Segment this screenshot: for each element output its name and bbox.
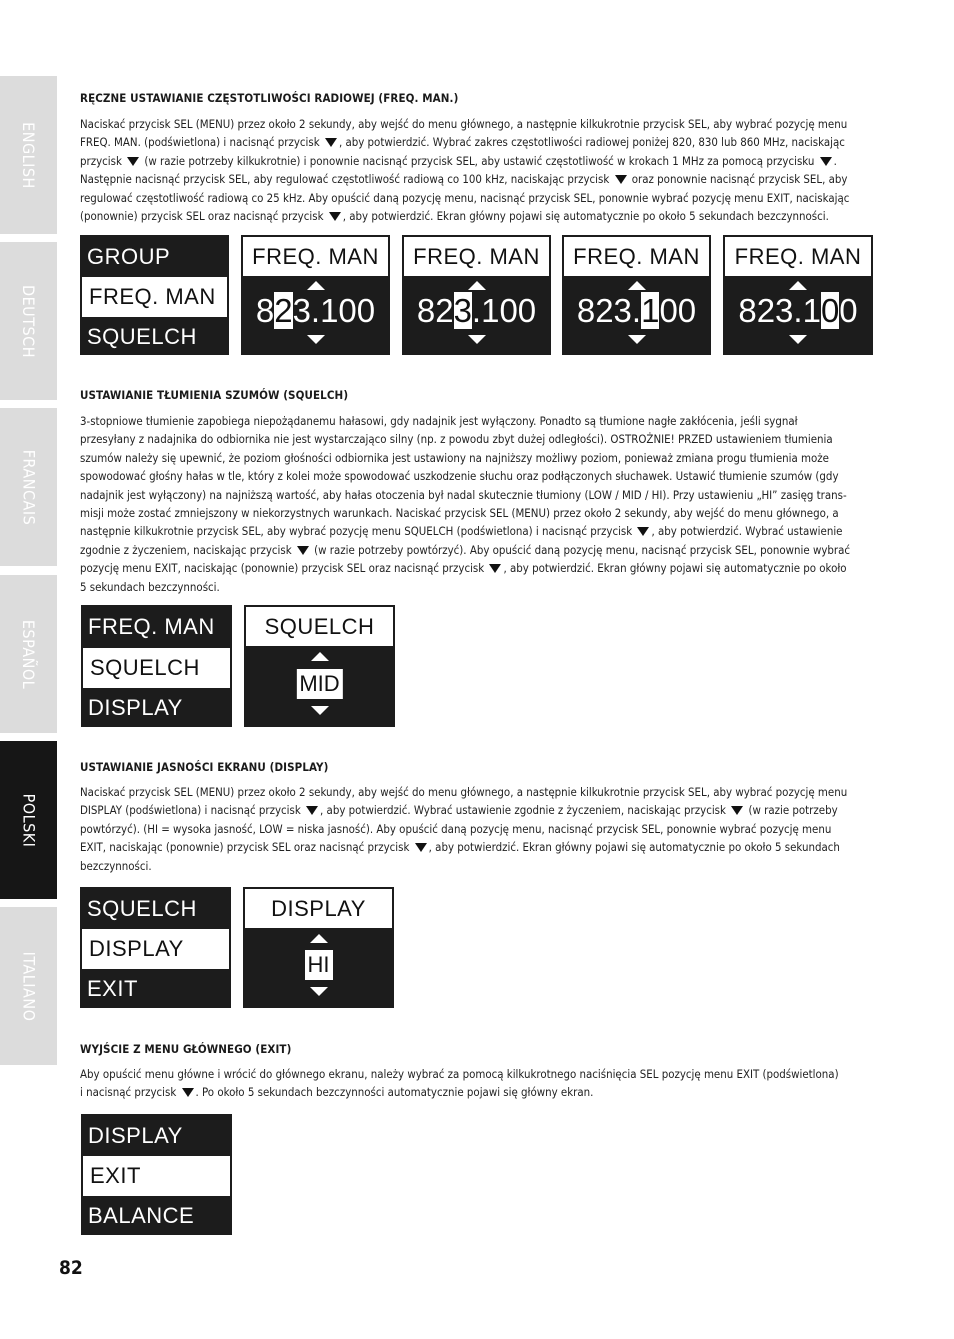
value-part: 3.100 (292, 292, 376, 329)
down-triangle-icon (329, 212, 341, 221)
down-arrow-icon (468, 335, 486, 344)
down-arrow-icon (789, 335, 807, 344)
display-header: SQUELCH (246, 607, 393, 646)
text-line: EXIT, naciskając (ponownie) przycisk SEL oraz nacisnąć przycisk , aby potwierdzić. Ekran główny pojawi się automatycznie po około 5 sekundach (80, 840, 840, 855)
down-triangle-icon (297, 546, 309, 555)
frequency-value (723, 291, 873, 331)
down-arrow-icon (310, 987, 328, 996)
menu-row: DISPLAY (88, 1123, 183, 1148)
text-line: spowodować głośny hałas w tle, który z kolei może spowodować uszkodzenie słuchu oraz podłączonych słuchawek. Ustawić tłumienie szumów (gdy (80, 469, 839, 484)
tab-italiano[interactable] (0, 907, 57, 1065)
section-text (80, 115, 872, 225)
display-header: FREQ. MAN (404, 237, 549, 276)
lcd-menu-exit (81, 1114, 232, 1235)
section-text (80, 783, 872, 875)
text-line: szumów należy się upewnić, że poziom głośności odbiornika jest ustawiony na najniższy możliwy poziom, ponieważ zmiana progu tłumienia może (80, 450, 829, 465)
text-line: (ponownie) przycisk SEL oraz nacisnąć przycisk , aby potwierdzić. Ekran główny pojawi się automatycznie po około 5 sekundach bezczynności. (80, 209, 829, 224)
text-line: Naciskać przycisk SEL (MENU) przez około 2 sekundy, aby wejść do menu głównego, a następnie kilkukrotnie przycisk SEL, aby wybrać pozycję menu (80, 785, 848, 799)
tab-espanol-label: ESPAÑOL (19, 619, 38, 689)
text-line: regulować częstotliwość radiową co 25 kHz. Aby opuścić daną pozycję menu, nacisnąć przycisk SEL, ponownie wybrać pozycję menu EXIT, naciskając (80, 190, 850, 205)
text-line: powtórzyć). (HI = wysoka jasność, LOW = niska jasność). Aby opuścić daną pozycję menu, nacisnąć przycisk SEL, ponownie wybrać pozycję menu (80, 821, 832, 836)
text-line: FREQ. MAN. (podświetlona) i nacisnąć przycisk , aby potwierdzić. Wybrać zakres częstotliwości radiowej poniżej 820, 830 lub 860 MHz, naciskając (80, 135, 845, 150)
up-arrow-icon (311, 652, 329, 661)
text-line: nadajnik jest wyłączony) na najniższą wartość, aby hałas otoczenia był nadal skutecznie tłumiony (LOW / MID / HI). Przy ustawieniu „HI” zasięg trans- (80, 487, 847, 502)
frequency-value (402, 291, 551, 331)
menu-row-selected: SQUELCH (83, 648, 230, 688)
tab-polski[interactable] (0, 741, 57, 899)
value-part: 0 (839, 292, 858, 329)
section-freq-man (80, 91, 872, 105)
tab-english-label: ENGLISH (19, 121, 38, 189)
value-part: .100 (471, 292, 537, 329)
value-highlighted-digit: 3 (453, 292, 472, 329)
menu-row-selected: EXIT (83, 1156, 230, 1196)
section-exit (80, 1042, 872, 1056)
tab-deutsch-label: DEUTSCH (19, 284, 38, 358)
tab-espanol[interactable] (0, 575, 57, 733)
text-line: zgodnie z życzeniem, naciskając przycisk (w razie potrzeby powtórzyć). Aby opuścić daną pozycję menu, nacisnąć przycisk SEL, ponownie wybrać (80, 542, 851, 557)
tab-francais[interactable] (0, 408, 57, 566)
up-arrow-icon (307, 281, 325, 290)
frequency-value (241, 291, 390, 331)
text-line: misji może zostać zmniejszony w niekorzystnych warunkach. Naciskać przycisk SEL (MENU) przez około 2 sekundy, aby wejść do menu głównego, a (80, 506, 839, 521)
lcd-squelch-display (244, 605, 395, 727)
section-squelch (80, 388, 872, 402)
text-line: Naciskać przycisk SEL (MENU) przez około 2 sekundy, aby wejść do menu głównego, a następnie kilkukrotnie przycisk SEL, aby wybrać pozycję menu (80, 117, 848, 131)
menu-row: SQUELCH (87, 896, 197, 921)
lcd-freq-display-4 (723, 235, 873, 355)
text-line: 5 sekundach bezczynności. (80, 579, 220, 594)
value-part: 823.1 (738, 292, 821, 329)
display-header: FREQ. MAN (725, 237, 871, 276)
up-arrow-icon (789, 281, 807, 290)
lcd-freq-display-1 (241, 235, 390, 355)
menu-row: SQUELCH (87, 324, 197, 349)
menu-row-selected: DISPLAY (82, 929, 229, 969)
value-highlighted-digit: 1 (641, 292, 660, 329)
menu-row: BALANCE (88, 1203, 195, 1228)
down-triangle-icon (731, 806, 743, 815)
text-line: i nacisnąć przycisk . Po około 5 sekundach bezczynności automatycznie pojawi się główny ekran. (80, 1085, 594, 1100)
text-line: przesyłany z nadajnika do odbiornika nie jest wystarczająco silny (np. z powodu zbyt dużej odległości). OSTROŻNIE! PRZED ustawieniem tłumienia (80, 432, 833, 447)
up-arrow-icon (628, 281, 646, 290)
menu-row: EXIT (87, 976, 138, 1001)
tab-francais-label: FRANCAIS (19, 449, 38, 525)
menu-row: GROUP (87, 244, 171, 269)
page-number: 82 (59, 1257, 83, 1279)
down-arrow-icon (628, 335, 646, 344)
tab-deutsch[interactable] (0, 242, 57, 400)
menu-row-selected: FREQ. MAN (82, 277, 227, 317)
value-part: 82 (416, 292, 454, 329)
up-arrow-icon (468, 281, 486, 290)
tab-polski-label: POLSKI (19, 793, 38, 847)
lcd-freq-display-3 (562, 235, 711, 355)
section-display (80, 760, 872, 774)
display-header: DISPLAY (245, 889, 392, 928)
value-part: 823. (576, 292, 642, 329)
menu-row: DISPLAY (88, 695, 183, 720)
setting-value: HI (305, 950, 333, 980)
up-arrow-icon (310, 934, 328, 943)
text-line: pozycję menu EXIT, naciskając (ponownie) przycisk SEL oraz nacisnąć przycisk , aby potwierdzić. Ekran główny pojawi się automatycznie po około (80, 561, 847, 576)
down-arrow-icon (311, 706, 329, 715)
value-part: 8 (255, 292, 275, 329)
lcd-menu-squelch (81, 605, 232, 727)
text-line: Aby opuścić menu główne i wrócić do głównego ekranu, należy wybrać za pomocą kilkukrotnego naciśnięcia SEL pozycję menu EXIT (podświetlona) (80, 1067, 839, 1081)
lcd-freq-display-2 (402, 235, 551, 355)
lcd-menu-display (80, 887, 231, 1008)
tab-italiano-label: ITALIANO (19, 951, 39, 1021)
section-text (80, 412, 872, 596)
tab-english[interactable] (0, 76, 57, 234)
setting-value: MID (296, 669, 342, 699)
down-triangle-icon (415, 843, 427, 852)
text-line: bezczynności. (80, 858, 152, 873)
value-highlighted-digit: 2 (274, 292, 293, 329)
value-highlighted-digit: 0 (820, 292, 840, 329)
section-heading: USTAWIANIE TŁUMIENIA SZUMÓW (SQUELCH) (80, 388, 349, 402)
text-line: Następnie nacisnąć przycisk SEL, aby regulować częstotliwość radiową co 100 kHz, naciskając przycisk oraz ponownie nacisnąć przycisk SEL, aby (80, 172, 848, 187)
display-header: FREQ. MAN (243, 237, 388, 276)
section-heading: USTAWIANIE JASNOŚCI EKRANU (DISPLAY) (80, 760, 329, 774)
down-arrow-icon (307, 335, 325, 344)
lcd-display-setting (243, 887, 394, 1008)
down-triangle-icon (489, 564, 501, 573)
menu-row: FREQ. MAN (88, 614, 215, 639)
down-triangle-icon (615, 175, 627, 184)
down-triangle-icon (182, 1088, 194, 1097)
value-part: 00 (659, 292, 697, 329)
section-heading: RĘCZNE USTAWIANIE CZĘSTOTLIWOŚCI RADIOWEJ (FREQ. MAN.) (80, 91, 459, 105)
frequency-value (562, 291, 711, 331)
section-heading: WYJŚCIE Z MENU GŁÓWNEGO (EXIT) (80, 1042, 292, 1056)
down-triangle-icon (637, 527, 649, 536)
text-line: przycisk (w razie potrzeby kilkukrotnie) i ponownie nacisnąć przycisk SEL, aby ustawić częstotliwość w krokach 1 MHz za pomocą przycisku . (80, 153, 837, 168)
down-triangle-icon (820, 157, 832, 166)
section-text (80, 1065, 872, 1102)
text-line: następnie kilkukrotnie przycisk SEL, aby wybrać pozycję menu SQUELCH (podświetlona) i nacisnąć przycisk , aby potwierdzić. Wybrać ustawienie (80, 524, 843, 539)
lcd-menu-freq (80, 235, 229, 355)
down-triangle-icon (127, 157, 139, 166)
display-header: FREQ. MAN (564, 237, 709, 276)
down-triangle-icon (325, 138, 337, 147)
down-triangle-icon (306, 806, 318, 815)
text-line: 3-stopniowe tłumienie zapobiega niepożądanemu hałasowi, gdy nadajnik jest wyłączony. Ponadto są tłumione nagłe zakłócenia, jeśli sygnał (80, 414, 798, 428)
text-line: DISPLAY (podświetlona) i nacisnąć przycisk , aby potwierdzić. Wybrać ustawienie zgodnie z życzeniem, naciskając przycisk (w razie potrzeby (80, 803, 838, 818)
